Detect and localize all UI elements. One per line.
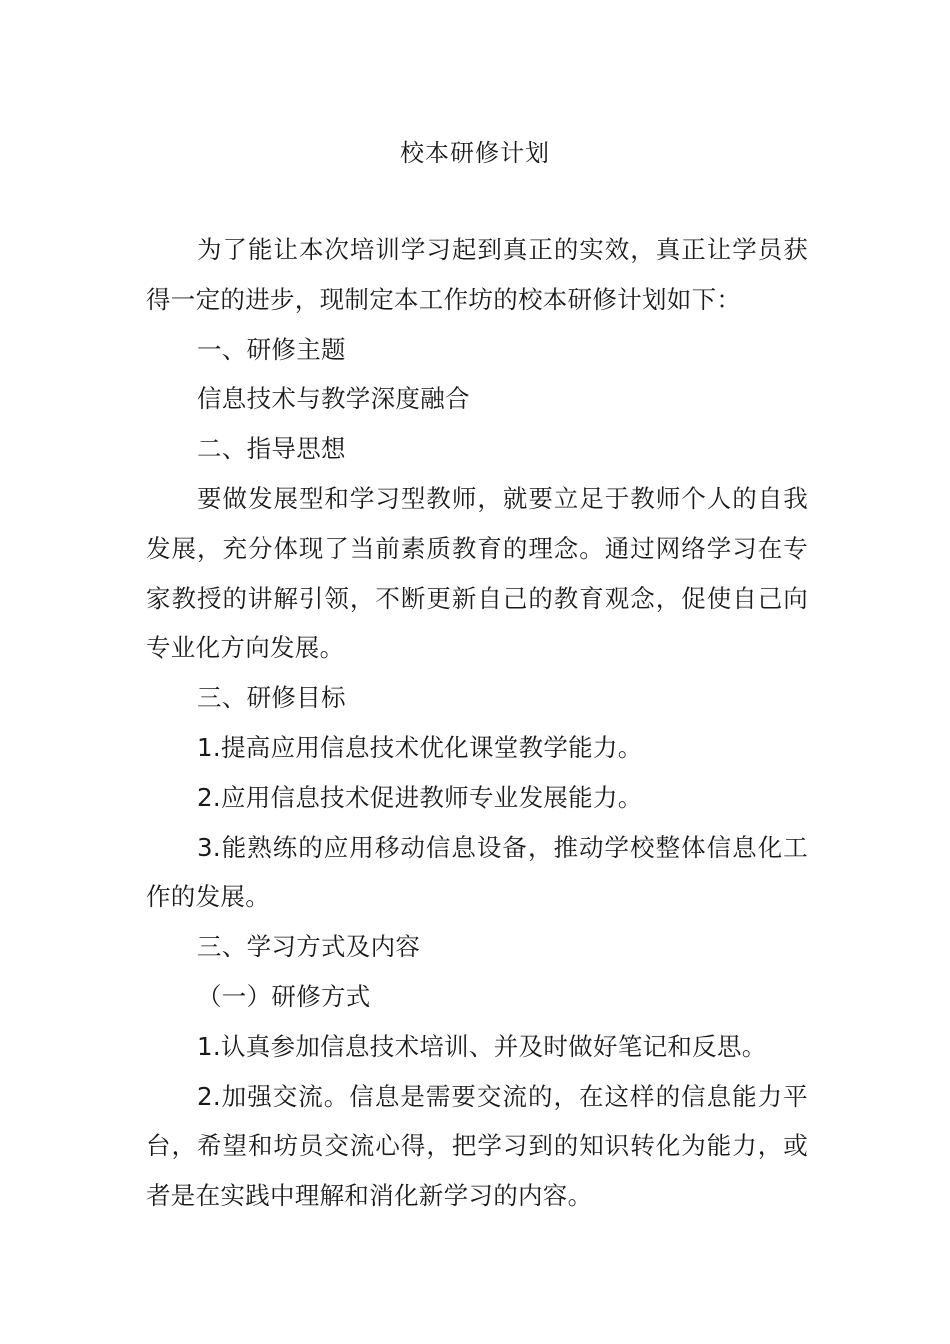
guiding-idea-paragraph: 要做发展型和学习型教师，就要立足于教师个人的自我发展，充分体现了当前素质教育的理念。通过网络学习在专家教授的讲解引领，不断更新自己的教育观念，促使自己向专业化方向发展。: [146, 483, 808, 663]
document-body: [146, 225, 808, 1221]
subsection-heading-study-method: （一）研修方式: [197, 981, 371, 1011]
intro-paragraph: 为了能让本次培训学习起到真正的实效，真正让学员获得一定的进步，现制定本工作坊的校本研修计划如下：: [146, 235, 808, 314]
method-item-1: 1.认真参加信息技术培训、并及时做好笔记和反思。: [197, 1031, 767, 1061]
section-heading-topic: 一、研修主题: [197, 334, 346, 364]
goal-item-2: 2.应用信息技术促进教师专业发展能力。: [197, 782, 643, 812]
goal-item-3: 3.能熟练的应用移动信息设备，推动学校整体信息化工作的发展。: [146, 832, 808, 912]
document-title: 校本研修计划: [400, 139, 550, 167]
topic-paragraph: 信息技术与教学深度融合: [197, 384, 470, 414]
section-heading-guiding-idea: 二、指导思想: [197, 434, 346, 464]
section-heading-goals: 三、研修目标: [197, 683, 346, 713]
method-item-2: 2.加强交流。信息是需要交流的，在这样的信息能力平台，希望和坊员交流心得，把学习到的知识转化为能力，或者是在实践中理解和消化新学习的内容。: [146, 1081, 808, 1211]
goal-item-1: 1.提高应用信息技术优化课堂教学能力。: [197, 732, 643, 762]
section-heading-methods: 三、学习方式及内容: [197, 932, 421, 962]
